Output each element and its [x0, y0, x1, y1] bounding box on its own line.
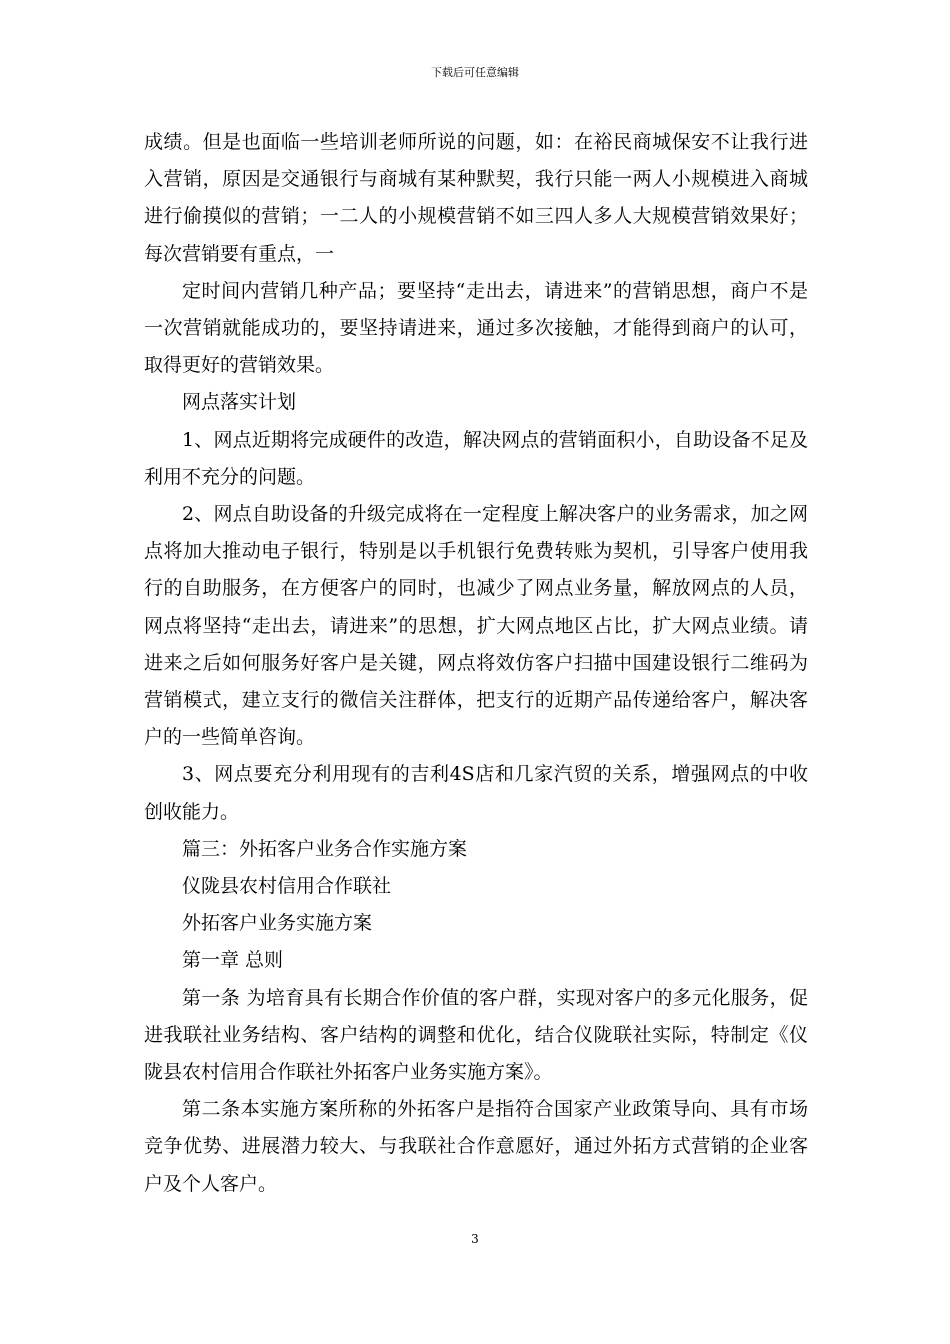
chapter-heading: 第一章 总则	[182, 949, 284, 972]
section-heading-outlet-plan: 网点落实计划	[182, 391, 297, 414]
paragraph-2: 定时间内营销几种产品；要坚持“走出去，请进来”的营销思想，商户不是一次营销就能成功的，要坚持请进来，通过多次接触，才能得到商户的认可，取得更好的营销效果。	[144, 279, 808, 377]
paragraph-item-2: 2、网点自助设备的升级完成将在一定程度上解决客户的业务需求，加之网点将加大推动电子银行，特别是以手机银行免费转账为契机，引导客户使用我行的自助服务，在方便客户的同时，也减少了网点业务量，解放网点的人员，网点将坚持“走出去，请进来”的思想，扩大网点地区占比，扩大网点业绩。请进来之后如何服务好客户是关键，网点将效仿客户扫描中国建设银行二维码为营销模式，建立支行的微信关注群体，把支行的近期产品传递给客户，解决客户的一些简单咨询。	[144, 503, 808, 749]
paragraph-item-1: 1、网点近期将完成硬件的改造，解决网点的营销面积小，自助设备不足及利用不充分的问题。	[144, 428, 808, 488]
paragraph-item-3: 3、网点要充分利用现有的吉利4S店和几家汽贸的关系，增强网点的中收创收能力。	[144, 763, 808, 823]
article-2: 第二条本实施方案所称的外拓客户是指符合国家产业政策导向、具有市场竞争优势、进展潜力较大、与我联社合作意愿好，通过外拓方式营销的企业客户及个人客户。	[144, 1098, 808, 1195]
page-number: 3	[471, 1232, 479, 1246]
paragraph-1: 成绩。但是也面临一些培训老师所说的问题，如：在裕民商城保安不让我行进入营销，原因是交通银行与商城有某种默契，我行只能一两人小规模进入商城进行偷摸似的营销；一二人的小规模营销不如三四人多人大规模营销效果好；每次营销要有重点，一	[144, 131, 808, 265]
article-1: 第一条 为培育具有长期合作价值的客户群，实现对客户的多元化服务，促进我联社业务结构、客户结构的调整和优化，结合仪陇联社实际，特制定《仪陇县农村信用合作联社外拓客户业务实施方案》。	[144, 986, 808, 1084]
document-body	[144, 124, 808, 1203]
plan-title: 外拓客户业务实施方案	[182, 912, 373, 935]
page-header: 下载后可任意编辑	[431, 66, 519, 79]
section-heading-part-three: 篇三：外拓客户业务合作实施方案	[182, 837, 468, 860]
organization-name: 仪陇县农村信用合作联社	[182, 875, 392, 898]
